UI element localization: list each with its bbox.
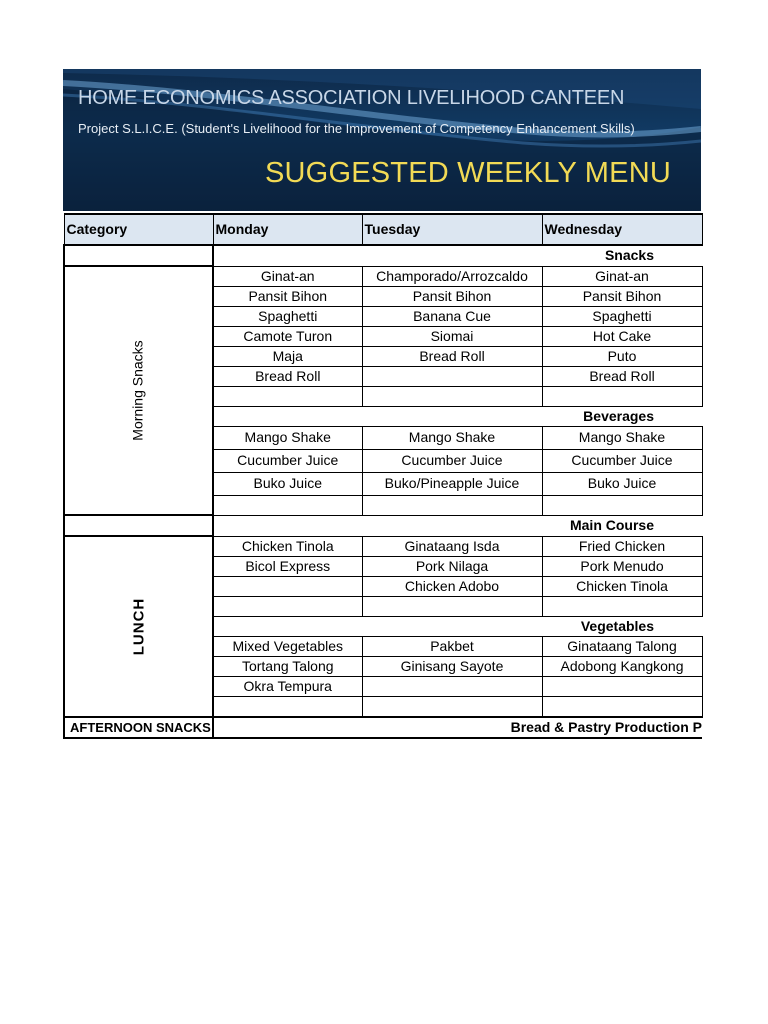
- monday-menu-cell: Tortang Talong: [213, 656, 362, 676]
- tuesday-menu-cell: Pansit Bihon: [362, 286, 542, 306]
- monday-menu-cell: [213, 576, 362, 596]
- tuesday-menu-cell: Cucumber Juice: [362, 449, 542, 472]
- tuesday-menu-cell: Pork Nilaga: [362, 556, 542, 576]
- tuesday-menu-cell: [362, 596, 542, 616]
- tuesday-menu-cell: [362, 495, 542, 515]
- monday-menu-cell: Buko Juice: [213, 472, 362, 495]
- tuesday-menu-cell: Bread Roll: [362, 346, 542, 366]
- monday-menu-cell: [213, 696, 362, 717]
- tuesday-menu-cell: Siomai: [362, 326, 542, 346]
- monday-menu-cell: [213, 596, 362, 616]
- tuesday-menu-cell: [362, 696, 542, 717]
- section-heading-snacks: Snacks: [213, 245, 702, 266]
- wednesday-menu-cell: Pork Menudo: [542, 556, 702, 576]
- wednesday-menu-cell: Adobong Kangkong: [542, 656, 702, 676]
- wednesday-menu-cell: [542, 696, 702, 717]
- menu-row: [64, 536, 702, 556]
- morning-snacks-category: [64, 266, 213, 515]
- monday-menu-cell: Mango Shake: [213, 426, 362, 449]
- category-blank-cell: [64, 245, 213, 266]
- tuesday-menu-cell: Ginataang Isda: [362, 536, 542, 556]
- wednesday-menu-cell: [542, 676, 702, 696]
- wednesday-menu-cell: [542, 386, 702, 406]
- monday-menu-cell: [213, 386, 362, 406]
- tuesday-menu-cell: [362, 386, 542, 406]
- wednesday-menu-cell: Bread Roll: [542, 366, 702, 386]
- menu-sheet: [63, 69, 701, 739]
- header-category: Category: [64, 214, 213, 245]
- monday-menu-cell: Camote Turon: [213, 326, 362, 346]
- afternoon-snacks-value: Bread & Pastry Production P: [213, 717, 702, 738]
- header-monday: Monday: [213, 214, 362, 245]
- wednesday-menu-cell: Cucumber Juice: [542, 449, 702, 472]
- tuesday-menu-cell: Pakbet: [362, 636, 542, 656]
- tuesday-menu-cell: [362, 676, 542, 696]
- wednesday-menu-cell: Spaghetti: [542, 306, 702, 326]
- monday-menu-cell: [213, 495, 362, 515]
- wednesday-menu-cell: [542, 495, 702, 515]
- wednesday-menu-cell: Ginat-an: [542, 266, 702, 286]
- category-blank-cell: [64, 515, 213, 536]
- wednesday-menu-cell: Buko Juice: [542, 472, 702, 495]
- section-heading-main-course: Main Course: [213, 515, 702, 536]
- monday-menu-cell: Bread Roll: [213, 366, 362, 386]
- tuesday-menu-cell: Champorado/Arrozcaldo: [362, 266, 542, 286]
- monday-menu-cell: Mixed Vegetables: [213, 636, 362, 656]
- wednesday-menu-cell: Chicken Tinola: [542, 576, 702, 596]
- header-tuesday: Tuesday: [362, 214, 542, 245]
- wednesday-menu-cell: Puto: [542, 346, 702, 366]
- section-row: [64, 515, 702, 536]
- menu-table: [63, 213, 703, 739]
- monday-menu-cell: Maja: [213, 346, 362, 366]
- tuesday-menu-cell: Chicken Adobo: [362, 576, 542, 596]
- wednesday-menu-cell: Pansit Bihon: [542, 286, 702, 306]
- menu-title: SUGGESTED WEEKLY MENU: [265, 157, 671, 189]
- monday-menu-cell: Bicol Express: [213, 556, 362, 576]
- monday-menu-cell: Cucumber Juice: [213, 449, 362, 472]
- wednesday-menu-cell: Fried Chicken: [542, 536, 702, 556]
- afternoon-row: [64, 717, 702, 738]
- monday-menu-cell: Okra Tempura: [213, 676, 362, 696]
- lunch-category: [64, 536, 213, 717]
- monday-menu-cell: Ginat-an: [213, 266, 362, 286]
- lunch-category-label: LUNCH: [130, 597, 147, 655]
- afternoon-snacks-category: AFTERNOON SNACKS: [64, 717, 213, 738]
- menu-row: [64, 266, 702, 286]
- tuesday-menu-cell: Banana Cue: [362, 306, 542, 326]
- wednesday-menu-cell: Hot Cake: [542, 326, 702, 346]
- monday-menu-cell: Chicken Tinola: [213, 536, 362, 556]
- section-heading-vegetables: Vegetables: [213, 616, 702, 636]
- wednesday-menu-cell: Ginataang Talong: [542, 636, 702, 656]
- header-banner: [63, 69, 701, 211]
- tuesday-menu-cell: Ginisang Sayote: [362, 656, 542, 676]
- tuesday-menu-cell: Buko/Pineapple Juice: [362, 472, 542, 495]
- wednesday-menu-cell: [542, 596, 702, 616]
- tuesday-menu-cell: [362, 366, 542, 386]
- wednesday-menu-cell: Mango Shake: [542, 426, 702, 449]
- project-name: Project S.L.I.C.E. (Student's Livelihood for the Improvement of Competency Enhancement Skills): [78, 121, 635, 136]
- monday-menu-cell: Spaghetti: [213, 306, 362, 326]
- tuesday-menu-cell: Mango Shake: [362, 426, 542, 449]
- header-wednesday: Wednesday: [542, 214, 702, 245]
- organization-name: HOME ECONOMICS ASSOCIATION LIVELIHOOD CANTEEN: [78, 87, 625, 109]
- morning-snacks-category-label: Morning Snacks: [129, 340, 146, 441]
- monday-menu-cell: Pansit Bihon: [213, 286, 362, 306]
- section-heading-beverages: Beverages: [213, 406, 702, 426]
- header-row: [64, 214, 702, 245]
- section-row-snacks: [64, 245, 702, 266]
